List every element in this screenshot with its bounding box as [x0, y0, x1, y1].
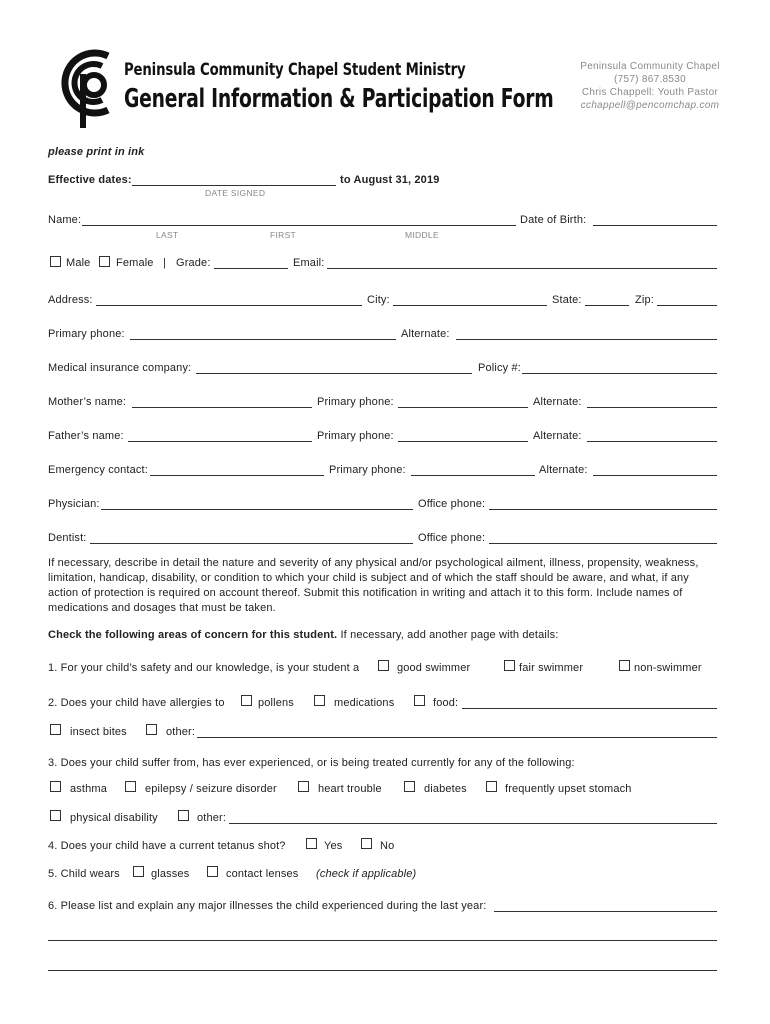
insurance-label: Medical insurance company:	[48, 362, 192, 374]
illnesses-field-2[interactable]	[48, 928, 717, 941]
good-swimmer-checkbox[interactable]	[378, 660, 389, 671]
non-swimmer-label: non-swimmer	[634, 662, 702, 674]
zip-label: Zip:	[635, 294, 654, 306]
good-swimmer-label: good swimmer	[397, 662, 471, 674]
emergency-primary-field[interactable]	[411, 463, 535, 476]
diabetes-checkbox[interactable]	[404, 781, 415, 792]
mother-primary-label: Primary phone:	[317, 396, 394, 408]
mother-name-label: Mother’s name:	[48, 396, 127, 408]
medications-checkbox[interactable]	[314, 695, 325, 706]
dentist-office-label: Office phone:	[418, 532, 486, 544]
middle-label: MIDDLE	[405, 230, 439, 240]
ministry-title: Peninsula Community Chapel Student Ministry	[124, 60, 466, 80]
city-label: City:	[367, 294, 390, 306]
first-label: FIRST	[270, 230, 297, 240]
contact-block	[570, 60, 730, 112]
medications-label: medications	[334, 697, 395, 709]
pollens-label: pollens	[258, 697, 294, 709]
father-primary-field[interactable]	[398, 429, 528, 442]
other-condition-field[interactable]	[229, 811, 717, 824]
male-label: Male	[66, 257, 91, 269]
print-instructions: please print in ink	[48, 146, 145, 158]
father-alternate-label: Alternate:	[533, 430, 582, 442]
form-title: General Information & Participation Form	[124, 84, 554, 114]
heart-trouble-label: heart trouble	[318, 783, 382, 795]
pollens-checkbox[interactable]	[241, 695, 252, 706]
upset-stomach-label: frequently upset stomach	[505, 783, 632, 795]
father-name-label: Father’s name:	[48, 430, 124, 442]
email-field[interactable]	[327, 256, 717, 269]
heart-trouble-checkbox[interactable]	[298, 781, 309, 792]
emergency-alternate-label: Alternate:	[539, 464, 588, 476]
emergency-field[interactable]	[150, 463, 324, 476]
name-field[interactable]	[82, 213, 516, 226]
q6-text: 6. Please list and explain any major illnesses the child experienced during the last year:	[48, 900, 487, 912]
physician-label: Physician:	[48, 498, 100, 510]
contact-phone: (757) 867.8530	[613, 74, 687, 85]
illnesses-field-3[interactable]	[48, 958, 717, 971]
concerns-heading-bold: Check the following areas of concern for this student.	[48, 629, 338, 641]
female-label: Female	[116, 257, 154, 269]
tetanus-no-checkbox[interactable]	[361, 838, 372, 849]
asthma-label: asthma	[70, 783, 107, 795]
physician-office-label: Office phone:	[418, 498, 486, 510]
upset-stomach-checkbox[interactable]	[486, 781, 497, 792]
separator: |	[163, 257, 167, 269]
effective-end: to August 31, 2019	[340, 174, 440, 186]
contact-lenses-checkbox[interactable]	[207, 866, 218, 877]
fair-swimmer-checkbox[interactable]	[504, 660, 515, 671]
mother-primary-field[interactable]	[398, 395, 528, 408]
alternate-phone-field[interactable]	[456, 327, 717, 340]
date-signed-label: DATE SIGNED	[205, 188, 266, 198]
mother-alternate-label: Alternate:	[533, 396, 582, 408]
other-condition-label: other:	[197, 812, 227, 824]
chapel-logo	[50, 44, 120, 130]
dentist-label: Dentist:	[48, 532, 87, 544]
check-if-applicable-note: (check if applicable)	[316, 868, 417, 880]
email-label: Email:	[293, 257, 325, 269]
alternate-phone-label: Alternate:	[401, 328, 450, 340]
asthma-checkbox[interactable]	[50, 781, 61, 792]
effective-label: Effective dates:	[48, 174, 132, 186]
last-label: LAST	[156, 230, 179, 240]
q3-text: 3. Does your child suffer from, has ever experienced, or is being treated currently for any of the following:	[48, 757, 575, 769]
physician-office-field[interactable]	[489, 497, 717, 510]
illnesses-field-1[interactable]	[494, 899, 717, 912]
grade-field[interactable]	[214, 256, 288, 269]
city-field[interactable]	[393, 293, 547, 306]
female-checkbox[interactable]	[99, 256, 110, 267]
epilepsy-checkbox[interactable]	[125, 781, 136, 792]
other-allergy-label: other:	[166, 726, 196, 738]
primary-phone-label: Primary phone:	[48, 328, 125, 340]
concerns-heading	[48, 629, 558, 641]
food-allergy-field[interactable]	[462, 696, 717, 709]
address-label: Address:	[48, 294, 93, 306]
father-name-field[interactable]	[128, 429, 312, 442]
insect-bites-label: insect bites	[70, 726, 127, 738]
tetanus-yes-checkbox[interactable]	[306, 838, 317, 849]
primary-phone-field[interactable]	[130, 327, 396, 340]
father-alternate-field[interactable]	[587, 429, 717, 442]
father-primary-label: Primary phone:	[317, 430, 394, 442]
contact-org: Peninsula Community Chapel	[580, 61, 720, 72]
epilepsy-label: epilepsy / seizure disorder	[145, 783, 277, 795]
insect-bites-checkbox[interactable]	[50, 724, 61, 735]
mother-name-field[interactable]	[132, 395, 312, 408]
name-label: Name:	[48, 214, 82, 226]
state-field[interactable]	[585, 293, 629, 306]
contact-email: cchappell@pencomchap.com	[580, 100, 720, 111]
other-condition-checkbox[interactable]	[178, 810, 189, 821]
contact-lenses-label: contact lenses	[226, 868, 299, 880]
diabetes-label: diabetes	[424, 783, 467, 795]
glasses-label: glasses	[151, 868, 190, 880]
emergency-alternate-field[interactable]	[593, 463, 717, 476]
dob-label: Date of Birth:	[520, 214, 587, 226]
food-label: food:	[433, 697, 459, 709]
male-checkbox[interactable]	[50, 256, 61, 267]
non-swimmer-checkbox[interactable]	[619, 660, 630, 671]
grade-label: Grade:	[176, 257, 211, 269]
dentist-field[interactable]	[90, 531, 413, 544]
glasses-checkbox[interactable]	[133, 866, 144, 877]
date-signed-field[interactable]	[132, 173, 336, 186]
other-allergy-checkbox[interactable]	[146, 724, 157, 735]
other-allergy-field[interactable]	[197, 725, 717, 738]
address-field[interactable]	[96, 293, 362, 306]
tetanus-yes-label: Yes	[324, 840, 343, 852]
concerns-heading-rest: If necessary, add another page with details:	[337, 629, 559, 641]
tetanus-no-label: No	[380, 840, 395, 852]
mother-alternate-field[interactable]	[587, 395, 717, 408]
q2-text: 2. Does your child have allergies to	[48, 697, 225, 709]
q1-text: 1. For your child’s safety and our knowledge, is your student a	[48, 662, 360, 674]
q4-text: 4. Does your child have a current tetanus shot?	[48, 840, 286, 852]
physical-disability-checkbox[interactable]	[50, 810, 61, 821]
physician-field[interactable]	[101, 497, 413, 510]
policy-field[interactable]	[522, 361, 717, 374]
dentist-office-field[interactable]	[489, 531, 717, 544]
q5-text: 5. Child wears	[48, 868, 120, 880]
contact-person: Chris Chappell: Youth Pastor	[581, 87, 719, 98]
zip-field[interactable]	[657, 293, 717, 306]
physical-disability-label: physical disability	[70, 812, 158, 824]
dob-field[interactable]	[593, 213, 717, 226]
policy-label: Policy #:	[478, 362, 521, 374]
fair-swimmer-label: fair swimmer	[519, 662, 584, 674]
insurance-field[interactable]	[196, 361, 472, 374]
food-checkbox[interactable]	[414, 695, 425, 706]
emergency-primary-label: Primary phone:	[329, 464, 406, 476]
emergency-label: Emergency contact:	[48, 464, 148, 476]
state-label: State:	[552, 294, 582, 306]
disclosure-paragraph: If necessary, describe in detail the nature and severity of any physical and/or psychological ailment, illness, propensity, weakness, limitation, handicap, disability, or condition to which your child is subject and of which the staff should be aware, and what, if any action of protection is required on account thereof. Submit this notification in writing and attach it to this form. Include names of medications and dosages that must be taken.	[48, 557, 699, 614]
